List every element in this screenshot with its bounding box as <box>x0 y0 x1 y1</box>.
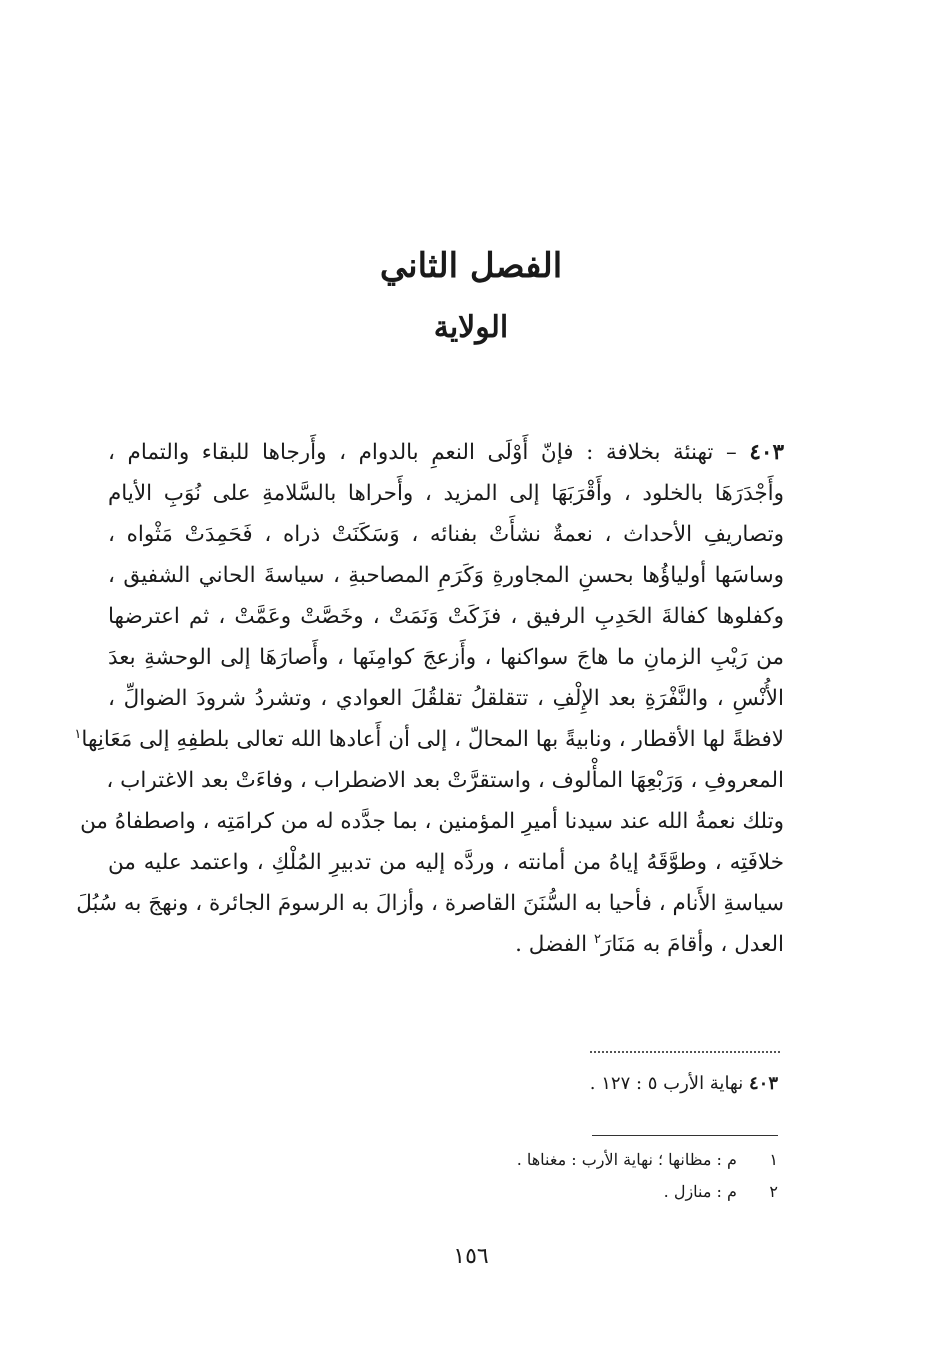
entry-body <box>74 432 784 965</box>
reference-text: نهاية الأرب ٥ : ١٢٧ . <box>589 1073 744 1094</box>
body-line: وتصاريفِ الأحداث ، نعمةٌ نشأَتْ بفنائه ، وَسَكَنَتْ ذراه ، فَحَمِدَتْ مَثْواه ، <box>108 522 784 547</box>
footnote <box>517 1150 778 1169</box>
footnote <box>664 1182 778 1201</box>
body-line: العدل ، وأقامَ به مَنَارَ$^٢$ الفضل . <box>515 931 784 957</box>
body-line: من رَيْبِ الزمانِ ما هاجَ سواكنها ، وأَزعجَ كوامِنَها ، وأَصارَهَا إلى الوحشةِ بعدَ <box>108 645 784 670</box>
body-line: لافظةً لها الأقطار ، ونابيةً بها المحالّ ، إلى أن أَعادها الله تعالى بلطفِهِ إلى مَعَانِها$^١$ <box>74 726 784 752</box>
reference-divider <box>590 1051 780 1053</box>
entry-number: ٤٠٣ <box>749 440 784 465</box>
body-line: ٤٠٣ – تهنئة بخلافة : فإنّ أَوْلَى النعمِ بالدوام ، وأَرجاها للبقاء والتمام ، <box>108 440 784 465</box>
footnote-number: ١ <box>769 1150 778 1169</box>
footnote-text: م : مظانها ؛ نهاية الأرب : مغناها . <box>516 1150 737 1169</box>
body-line: سياسةِ الأَنام ، فأحيا به السُّنَنَ القاصرة ، وأزالَ به الرسومَ الجائرة ، ونهجَ به سُبُلَ <box>76 891 784 916</box>
footnote-marker: ١ <box>74 726 82 742</box>
footnote-divider <box>592 1135 778 1136</box>
body-line: وكفلوها كفالةَ الحَدِبِ الرفيق ، فزَكَتْ وَنَمَتْ ، وخَصَّتْ وعَمَّتْ ، ثم اعترضها <box>108 604 784 629</box>
chapter-title: الفصل الثاني <box>379 246 563 286</box>
source-reference <box>590 1073 778 1094</box>
body-line: وأَجْدَرَهَا بالخلود ، وأَقْرَبَهَا إلى المزيد ، وأَحراها بالسَّلامةِ على نُوَبِ الأيام <box>108 481 784 506</box>
body-line: وساسَها أولياؤُها بحسنِ المجاورةِ وَكَرَمِ المصاحبةِ ، سياسةَ الحاني الشفيق ، <box>108 563 784 588</box>
chapter-subtitle: الولاية <box>433 310 509 345</box>
body-line: المعروفِ ، وَرَبْعِهَا المأْلوف ، واستقرَّتْ بعد الاضطراب ، وفاءَتْ بعد الاغتراب ، <box>106 768 784 793</box>
body-line: خلافَتِه ، وطوَّقَهُ إياهُ من أمانته ، وردَّه إليه من تدبيرِ المُلْكِ ، واعتمد عليه من <box>108 850 784 875</box>
body-line: الأُنْسِ ، والنَّفْرَةِ بعد الإِلْفِ ، تتقلقلُ تقلقُلَ العوادي ، وتشردُ شرودَ الضوالِّ ، <box>108 686 784 711</box>
footnote-number: ٢ <box>769 1182 778 1201</box>
footnote-text: م : منازل . <box>663 1182 737 1201</box>
reference-number: ٤٠٣ <box>748 1073 778 1094</box>
page-number: ١٥٦ <box>453 1244 489 1269</box>
footnote-marker: ٢ <box>593 931 601 947</box>
body-line: وتلك نعمةُ الله عند سيدنا أميرِ المؤمنين ، بما جدَّده له من كرامَتِه ، واصطفاهُ من <box>80 809 784 834</box>
